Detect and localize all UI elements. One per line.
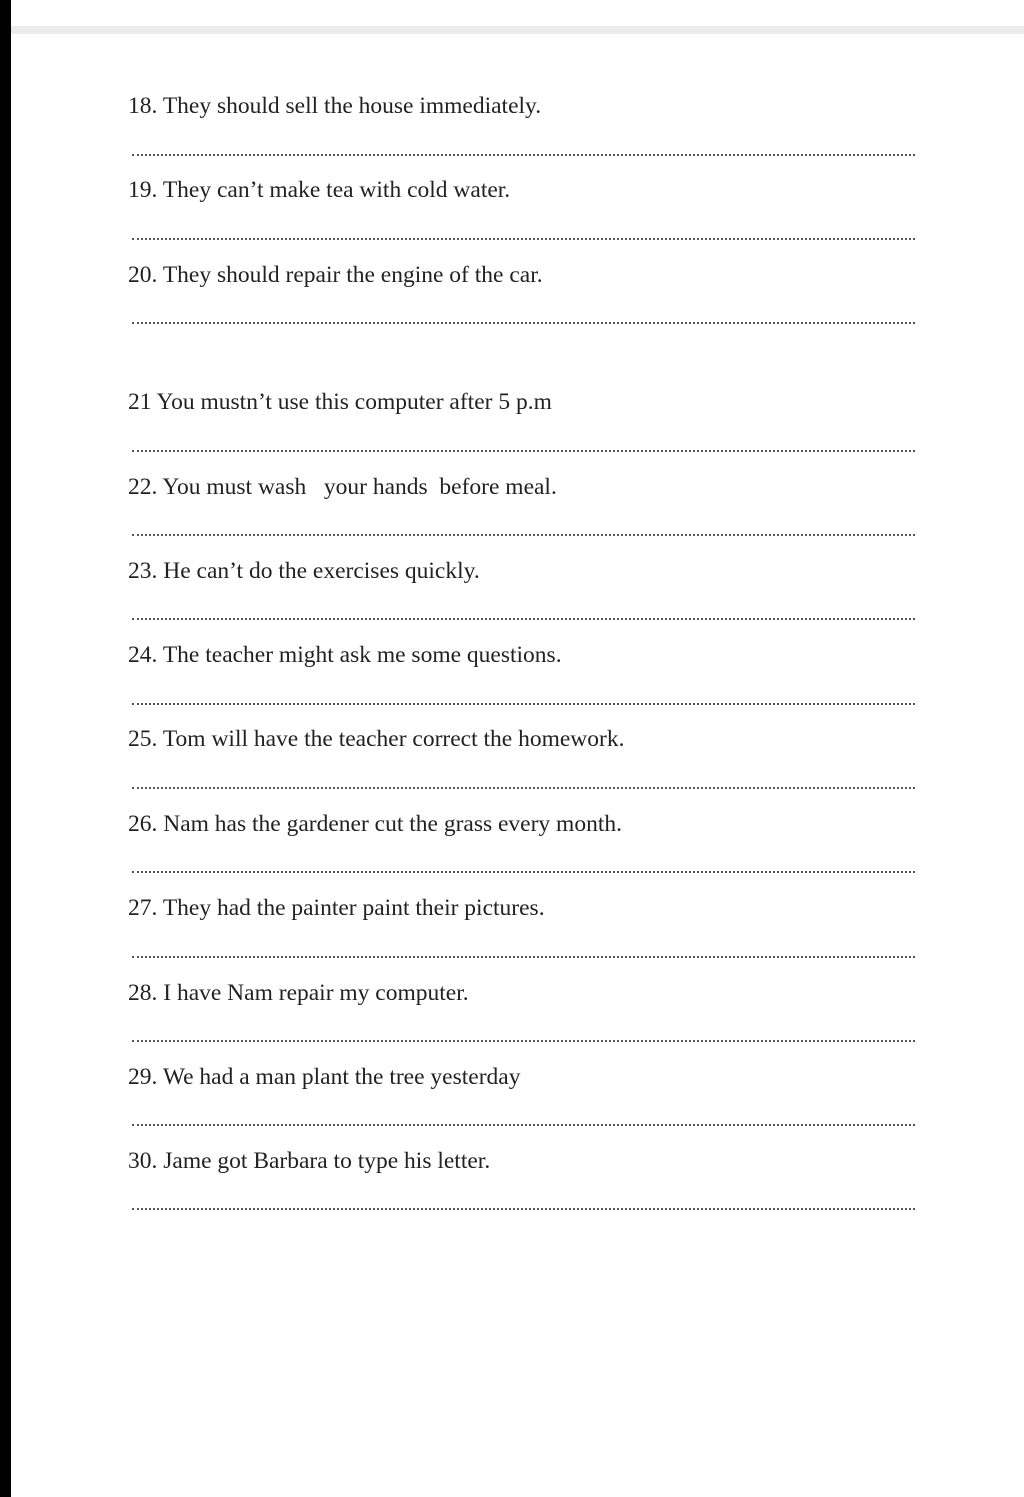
question-20: 20. They should repair the engine of the car.: [128, 262, 543, 288]
answer-line-19[interactable]: [132, 238, 915, 240]
answer-line-29[interactable]: [132, 1124, 915, 1126]
question-23: 23. He can’t do the exercises quickly.: [128, 558, 480, 584]
question-30: 30. Jame got Barbara to type his letter.: [128, 1148, 491, 1174]
question-18: 18. They should sell the house immediately.: [128, 93, 542, 119]
answer-line-23[interactable]: [132, 618, 915, 620]
answer-line-28[interactable]: [132, 1040, 915, 1042]
answer-line-26[interactable]: [132, 871, 915, 873]
question-24: 24. The teacher might ask me some questions.: [128, 642, 562, 668]
answer-line-18[interactable]: [132, 154, 915, 156]
question-27: 27. They had the painter paint their pictures.: [128, 895, 545, 921]
question-26: 26. Nam has the gardener cut the grass every month.: [128, 811, 622, 837]
question-25: 25. Tom will have the teacher correct the homework.: [128, 726, 625, 752]
answer-line-24[interactable]: [132, 703, 915, 705]
answer-line-22[interactable]: [132, 534, 915, 536]
answer-line-21[interactable]: [132, 450, 915, 452]
top-strip: [11, 26, 1024, 34]
question-19: 19. They can’t make tea with cold water.: [128, 177, 511, 203]
answer-line-25[interactable]: [132, 787, 915, 789]
question-21: 21 You mustn’t use this computer after 5 p.m: [128, 389, 552, 415]
worksheet-page: [11, 0, 1024, 1497]
question-22: 22. You must wash your hands before meal.: [128, 474, 557, 500]
question-28: 28. I have Nam repair my computer.: [128, 980, 469, 1006]
answer-line-20[interactable]: [132, 322, 915, 324]
answer-line-30[interactable]: [132, 1208, 915, 1210]
question-29: 29. We had a man plant the tree yesterday: [128, 1064, 521, 1090]
answer-line-27[interactable]: [132, 956, 915, 958]
